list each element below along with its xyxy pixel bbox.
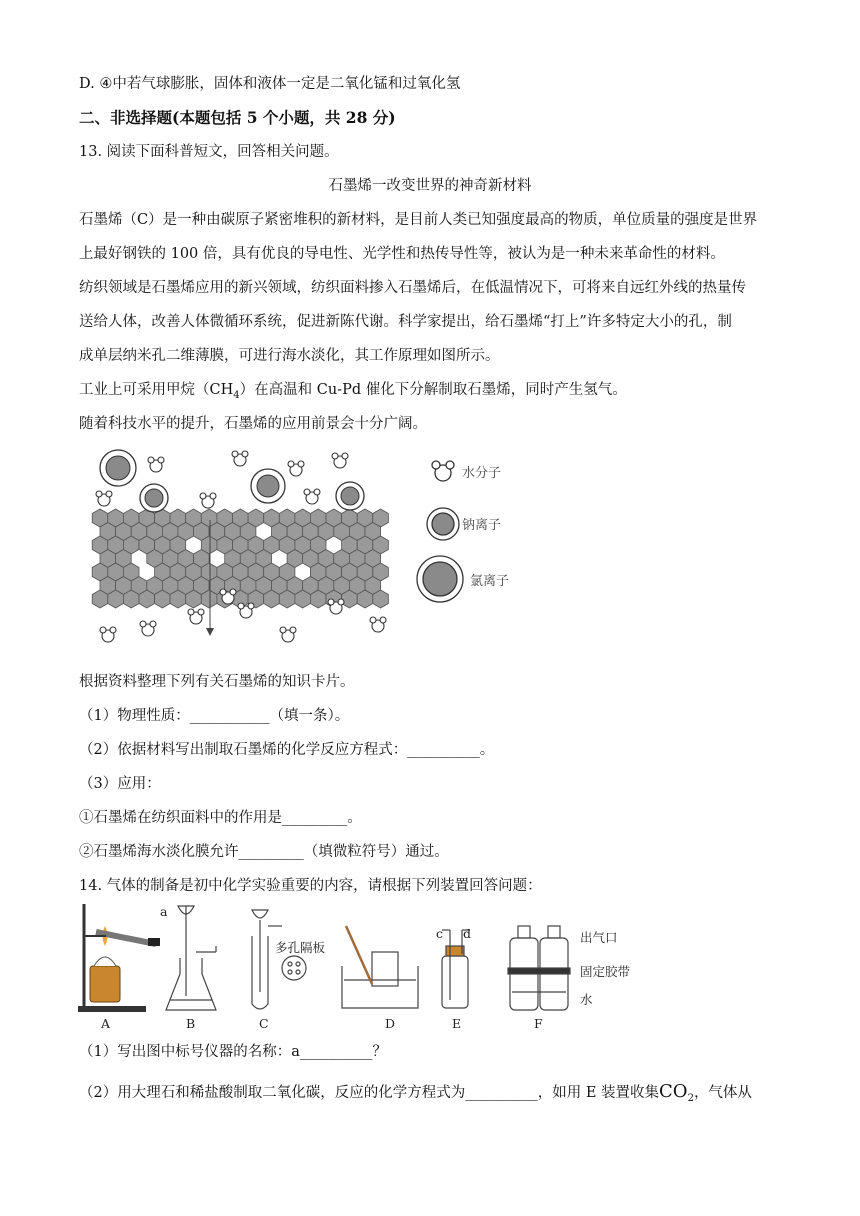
apparatus-a xyxy=(78,904,160,1012)
paragraph-2-line-3: 成单层纳米孔二维薄膜，可进行海水淡化，其工作原理如图所示。 xyxy=(79,348,500,364)
graphene-hex xyxy=(373,590,389,608)
water-atom xyxy=(298,461,304,467)
apparatus-f xyxy=(508,926,570,1010)
legend-water-icon xyxy=(428,458,458,484)
legend-sodium-label: 钠离子 xyxy=(462,518,502,533)
section-heading: 二、非选择题(本题包括 5 个小题，共 28 分) xyxy=(79,108,396,127)
mark-c: c xyxy=(436,926,444,941)
question-13-3: （3）应用： xyxy=(79,776,161,792)
graphene-hex-lattice xyxy=(92,509,388,608)
graphene-hex xyxy=(310,590,326,608)
water-atom xyxy=(328,599,334,605)
water-atom xyxy=(140,621,146,627)
paragraph-2-line-1: 纺织领域是石墨烯应用的新兴领域，纺织面料掺入石墨烯后，在低温情况下，可将来自远红外线的热量传 xyxy=(79,280,746,296)
legend-sodium-icon xyxy=(424,505,462,543)
question-14-1: （1）写出图中标号仪器的名称：a__________？ xyxy=(79,1044,387,1060)
article-title: 石墨烯一改变世界的神奇新材料 xyxy=(328,178,532,194)
question-13-3-a: ①石墨烯在纺织面料中的作用是_________。 xyxy=(79,810,362,826)
water-atom xyxy=(338,599,344,605)
knowledge-card-intro: 根据资料整理下列有关石墨烯的知识卡片。 xyxy=(79,674,355,690)
water-atom xyxy=(370,617,376,623)
water-atom xyxy=(150,621,156,627)
label-d: D xyxy=(385,1016,396,1031)
paragraph-1-line-1: 石墨烯（C）是一种由碳原子紧密堆积的新材料，是目前人类已知强度最高的物质，单位质量的强度是世界 xyxy=(79,212,758,228)
water-atom xyxy=(210,493,216,499)
apparatus-b xyxy=(166,906,216,1010)
water-atom xyxy=(314,489,320,495)
water-atom xyxy=(106,491,112,497)
paragraph-3: 工业上可采用甲烷$(CH_4)$在高温和 Cu-Pd 催化下分解制取石墨烯，同时产生氢气。 xyxy=(79,382,627,401)
ion-core xyxy=(341,487,359,505)
water-atom xyxy=(100,627,106,633)
water-atom xyxy=(220,589,226,595)
water-atom xyxy=(238,603,244,609)
legend-chloride-label: 氯离子 xyxy=(470,574,510,589)
graphene-hex xyxy=(108,590,124,608)
label-c: C xyxy=(259,1016,269,1031)
legend-water-label: 水分子 xyxy=(462,466,502,481)
ion-layer xyxy=(100,450,364,512)
path-arrow-head xyxy=(206,628,214,636)
water-atom xyxy=(198,609,204,615)
question-13-stem: 13. 阅读下面科普短文，回答相关问题。 xyxy=(79,144,339,160)
graphene-hex xyxy=(186,590,202,608)
water-atom xyxy=(200,493,206,499)
graphene-hex xyxy=(155,590,171,608)
ion-core xyxy=(145,489,163,507)
mark-a: a xyxy=(160,904,168,919)
question-13-1: （1）物理性质：___________（填一条）。 xyxy=(79,708,350,724)
paragraph-4: 随着科技水平的提升，石墨烯的应用前景会十分广阔。 xyxy=(79,416,427,432)
apparatus-c xyxy=(252,910,306,1009)
graphene-hex xyxy=(342,590,358,608)
label-e: E xyxy=(452,1016,462,1031)
water-atom xyxy=(232,451,238,457)
graphene-hex xyxy=(264,590,280,608)
ion-core xyxy=(257,475,279,497)
graphene-hex xyxy=(201,590,217,608)
paragraph-1-line-2: 上最好钢铁的 100 倍，具有优良的导电性、光学性和热传导性等，被认为是一种未来革命性的材料。 xyxy=(79,246,725,262)
ion-core xyxy=(106,456,130,480)
water-atom xyxy=(380,617,386,623)
mark-d: d xyxy=(463,926,472,941)
water-atom xyxy=(342,453,348,459)
porous-plate-label: 多孔隔板 xyxy=(275,940,326,955)
graphene-hex xyxy=(357,590,373,608)
graphene-desalination-figure xyxy=(88,440,398,648)
outlet-label: 出气口 xyxy=(580,930,618,945)
water-atom xyxy=(248,603,254,609)
water-atom xyxy=(230,589,236,595)
apparatus-e xyxy=(442,930,470,1008)
graphene-hex xyxy=(279,590,295,608)
graphene-hex xyxy=(123,590,139,608)
option-d-text: D. ④中若气球膨胀，固体和液体一定是二氧化锰和过氧化氢 xyxy=(79,76,461,92)
question-13-3-b: ②石墨烯海水淡化膜允许_________（填微粒符号）通过。 xyxy=(79,844,449,860)
water-atom xyxy=(188,609,194,615)
water-atom xyxy=(148,457,154,463)
apparatus-d xyxy=(342,926,418,1008)
water-atom xyxy=(96,491,102,497)
water-atom xyxy=(158,457,164,463)
water-atom xyxy=(304,489,310,495)
graphene-hex xyxy=(139,590,155,608)
label-f: F xyxy=(534,1016,543,1031)
question-13-2: （2）依据材料写出制取石墨烯的化学反应方程式：__________。 xyxy=(79,742,495,758)
water-atom xyxy=(242,451,248,457)
water-atom xyxy=(290,627,296,633)
water-atom xyxy=(110,627,116,633)
water-atom xyxy=(288,461,294,467)
graphene-hex xyxy=(295,590,311,608)
tape-label: 固定胶带 xyxy=(580,964,631,979)
question-14-2: （2）用大理石和稀盐酸制取二氧化碳，反应的化学方程式为__________，如用 E 装置收集$CO_2$，气体从 xyxy=(79,1081,752,1104)
water-label: 水 xyxy=(580,992,593,1007)
label-b: B xyxy=(186,1016,196,1031)
graphene-hex xyxy=(170,590,186,608)
label-a: A xyxy=(101,1016,111,1031)
question-14-stem: 14. 气体的制备是初中化学实验重要的内容，请根据下列装置回答问题： xyxy=(79,878,542,894)
paragraph-2-line-2: 送给人体，改善人体微循环系统，促进新陈代谢。科学家提出，给石墨烯“打上”许多特定大小的孔，制 xyxy=(79,314,732,330)
legend-chloride-icon xyxy=(414,553,466,605)
graphene-hex xyxy=(92,590,108,608)
water-atom xyxy=(280,627,286,633)
water-atom xyxy=(332,453,338,459)
